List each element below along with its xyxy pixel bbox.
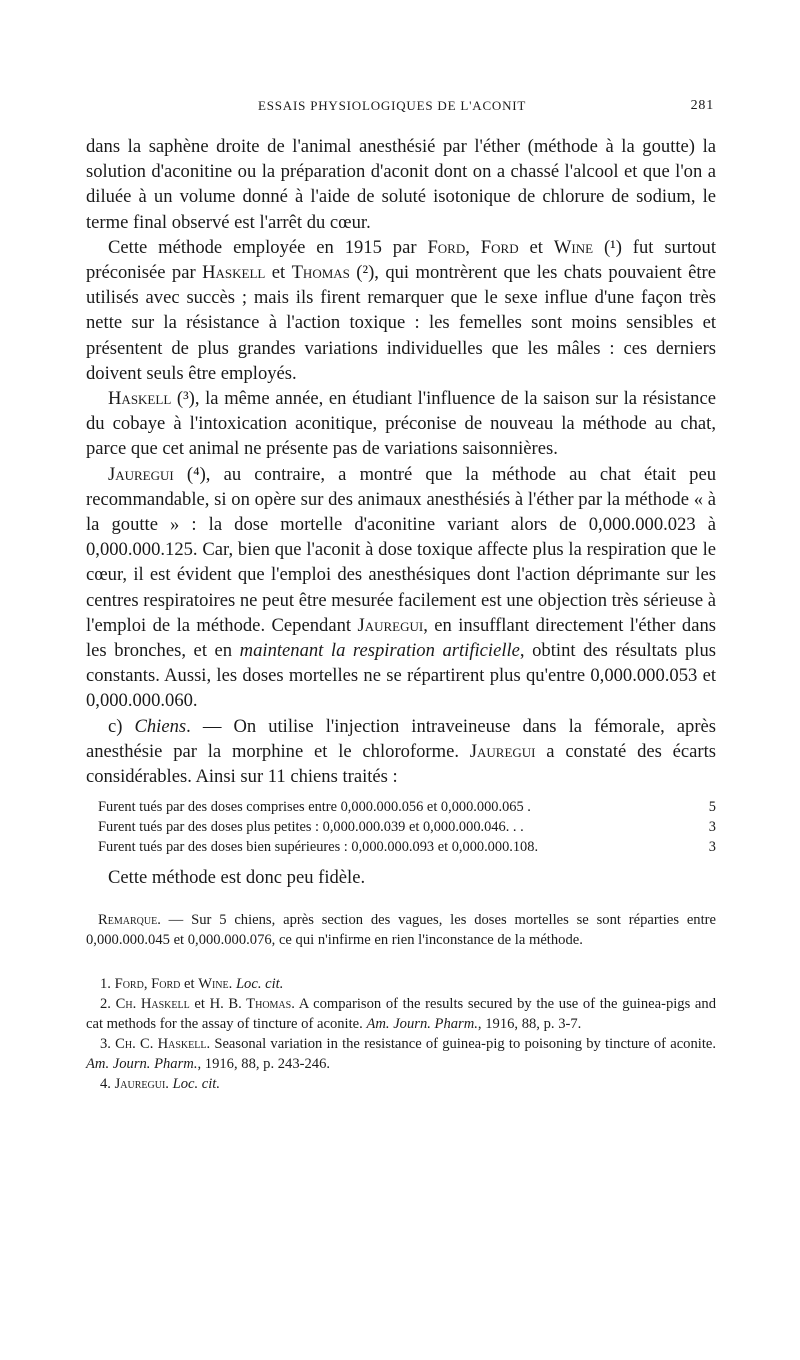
author-name: Ford <box>427 236 466 258</box>
result-row: Furent tués par des doses bien supérieures : 0,000.000.093 et 0,000.000.108. 3 <box>98 839 716 856</box>
result-row: Furent tués par des doses comprises entre 0,000.000.056 et 0,000.000.065 . 5 <box>98 799 716 816</box>
paragraph-2: Cette méthode employée en 1915 par Ford, Ford et Wine (¹) fut surtout préconisée par Haskell et Thomas (²), qui montrèrent que les chats pouvaient être utilisés avec succès ; mais ils firent remarquer que le sexe influe d'une façon très nette sur la résistance à l'action toxique : les femelles sont moins sensibles et présentent de plus grandes variations individuelles que les mâles : ces derniers doivent seuls être employés. <box>86 236 717 384</box>
italic-phrase: maintenant la respiration artificielle <box>239 640 520 662</box>
footnote-ref: (⁴) <box>173 463 206 485</box>
running-header <box>86 96 716 120</box>
paragraph-5: c) Chiens. — On utilise l'injection intraveineuse dans la fémorale, après anesthésie par la morphine et le chloroforme. Jauregui a constaté des écarts considérables. Ainsi sur 11 chiens traités : <box>86 715 717 788</box>
body-text <box>86 134 716 789</box>
author-name: Jauregui <box>469 740 536 762</box>
footnote-2: 2. Ch. Haskell et H. B. Thomas. A comparison of the results secured by the use of the guinea-pigs and cat methods for the assay of tincture of aconite. Am. Journ. Pharm., 1916, 88, p. 3-7. <box>86 995 716 1032</box>
result-count: 3 <box>708 839 716 856</box>
footnote-1: 1. Ford, Ford et Wine. Loc. cit. <box>100 975 284 992</box>
footnote-ref: (²) <box>349 262 375 284</box>
author-name: Ford <box>480 236 519 258</box>
author-name: Haskell <box>202 262 266 284</box>
footnote-ref: (¹) <box>593 236 622 258</box>
paragraph-1: dans la saphène droite de l'animal anesthésié par l'éther (méthode à la goutte) la solution d'aconitine ou la préparation d'aconit dont on a chassé l'alcool et que l'on a diluée à un volume donné à l'aide de soluté isotonique de chlorure de sodium, le terme final observé est l'arrêt du cœur. <box>86 136 716 233</box>
footnote-ref: (³) <box>171 388 195 410</box>
page-number: 281 <box>690 98 714 113</box>
running-title: ESSAIS PHYSIOLOGIQUES DE L'ACONIT <box>258 98 527 113</box>
section-label: Chiens <box>134 715 187 737</box>
paragraph-3: Haskell (³), la même année, en étudiant l'influence de la saison sur la résistance du cobaye à l'intoxication aconitique, préconise de nouveau la méthode au chat, parce que cet animal ne présente pas de variations saisonnières. <box>86 388 716 460</box>
remark: Remarque. — Sur 5 chiens, après section des vagues, les doses mortelles se sont réparties entre 0,000.000.045 et 0,000.000.076, ce qui n'infirme en rien l'inconstance de la méthode. <box>86 911 716 948</box>
remark-label: Remarque <box>98 911 158 928</box>
document-page <box>86 96 716 1094</box>
result-row: Furent tués par des doses plus petites : 0,000.000.039 et 0,000.000.046. . . 3 <box>98 819 716 836</box>
results-list <box>98 797 716 857</box>
result-count: 5 <box>708 799 716 816</box>
author-name: Wine <box>553 236 594 258</box>
footnote-4: 4. Jauregui. Loc. cit. <box>100 1075 221 1092</box>
result-count: 3 <box>708 819 716 836</box>
author-name: Thomas <box>291 262 350 284</box>
author-name: Jauregui <box>108 463 174 485</box>
conclusion: Cette méthode est donc peu fidèle. <box>108 867 366 889</box>
paragraph-4: Jauregui (⁴), au contraire, a montré que la méthode au chat était peu recommandable, si on opère sur des animaux anesthésiés à l'éther par la méthode « à la goutte » : la dose mortelle d'aconitine variant alors de 0,000.000.023 à 0,000.000.125. Car, bien que l'aconit à dose toxique affecte plus la respiration que le cœur, il est évident que l'emploi des anesthésiques dont l'action déprimante sur les centres respiratoires ne peut être mesurée facilement est une objection très sérieuse à l'emploi de la méthode. Cependant Jauregui, en insufflant directement l'éther dans les bronches, et en maintenant la respiration artificielle, obtint des résultats plus constants. Aussi, les doses mortelles ne se répartirent plus qu'entre 0,000.000.053 et 0,000.000.060. <box>86 463 716 712</box>
author-name: Jauregui <box>357 614 424 636</box>
footnote-3: 3. Ch. C. Haskell. Seasonal variation in the resistance of guinea-pig to poisoning by tincture of aconite. Am. Journ. Pharm., 1916, 88, p. 243-246. <box>86 1035 717 1072</box>
footnotes <box>86 974 716 1094</box>
author-name: Haskell <box>108 388 172 410</box>
